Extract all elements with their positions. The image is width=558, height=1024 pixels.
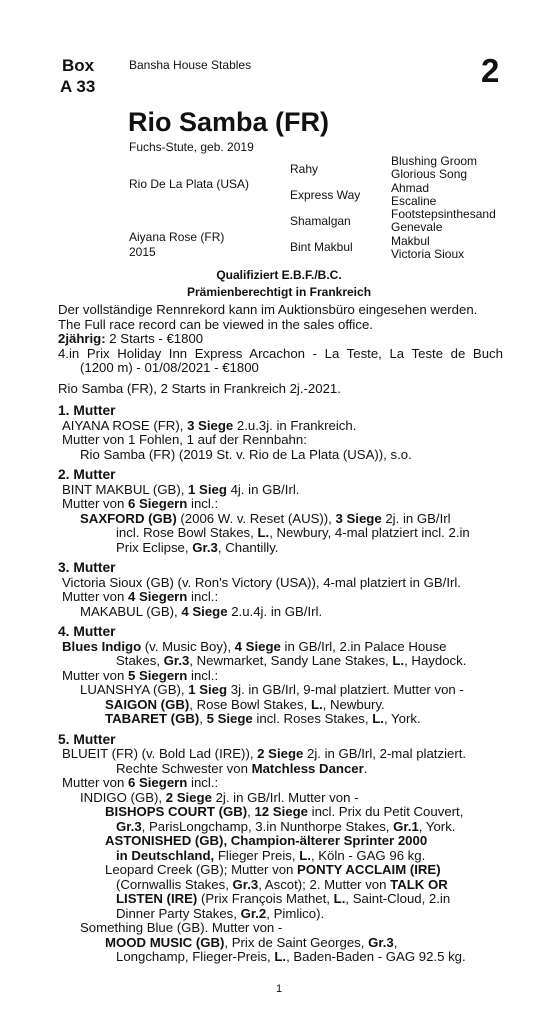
- record-notice-en: The Full race record can be viewed in the sales office.: [58, 316, 373, 332]
- two-year-old-record: [58, 332, 503, 347]
- leopard-text: , Pimlico).: [266, 905, 325, 921]
- dam1-wins: 3 Siege: [187, 417, 234, 433]
- leopard-line2: [58, 878, 503, 893]
- group-mark: Gr.1: [393, 818, 419, 834]
- saxford-name: SAXFORD (GB): [80, 510, 177, 526]
- tabaret-text: incl. Roses Stakes,: [252, 711, 373, 726]
- listed-mark: L.: [274, 949, 287, 964]
- box-label: [60, 55, 95, 97]
- dam2-produce-post: incl.:: [187, 496, 219, 511]
- makabul-wins: 4 Siege: [181, 603, 228, 619]
- saxford-text: Prix Eclipse,: [116, 539, 193, 555]
- indigo-wins: 2 Siege: [165, 789, 212, 805]
- dam2-produce-pre: Mutter von: [62, 496, 128, 511]
- dam2-produce: [58, 497, 503, 512]
- luanshya-wins: 1 Sieg: [188, 682, 228, 697]
- pedigree-grandparent: Express Way: [290, 188, 361, 202]
- blues-text: in GB/Irl, 2.in Palace House: [280, 638, 447, 654]
- luanshya-line: [58, 683, 503, 698]
- dam2-heading: 2. Mutter: [58, 467, 116, 482]
- two-yo-race-detail: (1200 m) - 01/08/2021 - €1800: [80, 360, 259, 375]
- dam1-foal: Rio Samba (FR) (2019 St. v. Rio de La Plata (USA)), s.o.: [80, 446, 412, 462]
- pedigree-great-grandparent: Genevale: [391, 220, 443, 234]
- tabaret-text: ,: [199, 711, 207, 726]
- blueit-text: BLUEIT (FR) (v. Bold Lad (IRE)),: [62, 746, 258, 761]
- saxford-wins: 3 Siege: [335, 510, 382, 526]
- blues-line2: [58, 654, 503, 669]
- dam3-produce: [58, 590, 503, 605]
- dam5-produce: [58, 776, 503, 791]
- leopard-line: [58, 863, 503, 878]
- blues-text: (v. Music Boy),: [141, 638, 235, 654]
- indigo-text: 2j. in GB/Irl. Mutter von -: [211, 789, 359, 805]
- dam4-produce-count: 5 Siegern: [127, 667, 188, 683]
- leopard-line4: [58, 907, 503, 922]
- mood-music-text: ,: [393, 934, 398, 950]
- catalogue-body: [58, 303, 503, 965]
- pedigree-sire: Rio De La Plata (USA): [129, 177, 250, 191]
- dam5-heading: 5. Mutter: [58, 731, 116, 747]
- saigon-text: , Rose Bowl Stakes,: [189, 696, 311, 712]
- pedigree-dam: Aiyana Rose (FR): [129, 230, 225, 244]
- bishops-name: BISHOPS COURT (GB): [105, 804, 248, 819]
- astonished-title: in Deutschland,: [116, 847, 215, 863]
- blues-text: , Newmarket, Sandy Lane Stakes,: [189, 653, 393, 668]
- saxford-line: [58, 512, 503, 527]
- tabaret-wins: 5 Siege: [206, 711, 253, 726]
- mood-music-text: , Prix de Saint Georges,: [224, 934, 369, 950]
- indigo-line: [58, 791, 503, 806]
- blues-name: Blues Indigo: [62, 638, 142, 654]
- dam2-line: [58, 483, 503, 498]
- bishops-text: incl. Prix du Petit Couvert,: [308, 804, 464, 819]
- group-mark: Gr.2: [240, 905, 267, 921]
- summary: Rio Samba (FR), 2 Starts in Frankreich 2j.-2021.: [58, 380, 341, 396]
- dam3-produce-count: 4 Siegern: [127, 589, 188, 604]
- qualification-ebf: Qualifiziert E.B.F./B.C.: [216, 268, 342, 282]
- something-blue-line: Something Blue (GB). Mutter von -: [80, 920, 283, 935]
- luanshya-text: 3j. in GB/Irl, 9-mal platziert. Mutter von -: [227, 682, 464, 697]
- sister-name: Matchless Dancer: [251, 760, 364, 776]
- tabaret-line: [58, 712, 503, 727]
- saigon-name: SAIGON (GB): [105, 696, 190, 712]
- pedigree-dam-year: 2015: [129, 245, 156, 259]
- pedigree-great-grandparent: Ahmad: [391, 181, 430, 195]
- dam4-heading: 4. Mutter: [58, 624, 116, 639]
- talk-or-listen-name: TALK OR: [390, 876, 448, 892]
- saxford-text: , Chantilly.: [217, 539, 279, 555]
- pedigree-grandparent: Shamalgan: [290, 214, 351, 228]
- horse-description: Fuchs-Stute, geb. 2019: [129, 140, 254, 154]
- saxford-line3: [58, 541, 503, 556]
- pedigree-grandparent: Bint Makbul: [290, 240, 353, 254]
- sister-text: .: [363, 760, 368, 776]
- dam2-wins: 1 Sieg: [188, 481, 227, 497]
- group-mark: Gr.3: [116, 818, 142, 834]
- listed-mark: L.: [372, 711, 384, 726]
- leopard-text: , Ascot); 2. Mutter von: [258, 876, 391, 892]
- blues-text: , Haydock.: [404, 653, 467, 668]
- mood-music-line: [58, 936, 503, 951]
- saigon-line: [58, 698, 503, 713]
- dam3-heading: 3. Mutter: [58, 560, 116, 575]
- qualification-premium: Prämienberechtigt in Frankreich: [186, 285, 372, 299]
- pedigree-great-grandparent: Escaline: [391, 194, 437, 208]
- box-text: Box: [62, 56, 95, 75]
- talk-or-listen-name: LISTEN (IRE): [116, 891, 198, 906]
- blueit-wins: 2 Siege: [257, 746, 304, 761]
- leopard-text: Leopard Creek (GB); Mutter von: [105, 862, 298, 877]
- blues-wins: 4 Siege: [234, 638, 281, 654]
- lot-number: 2: [481, 52, 500, 89]
- indigo-text: INDIGO (GB),: [80, 789, 166, 805]
- dam1-produce: Mutter von 1 Fohlen, 1 auf der Rennbahn:: [62, 432, 307, 447]
- astonished-line2: [58, 849, 503, 864]
- leopard-text: (Prix François Mathet,: [197, 891, 334, 906]
- makabul-line: [58, 605, 503, 620]
- bishops-wins: 12 Siege: [254, 804, 308, 819]
- dam3-line: Victoria Sioux (GB) (v. Ron's Victory (USA)), 4-mal platziert in GB/Irl.: [62, 574, 461, 590]
- dam1-name: AIYANA ROSE (FR),: [62, 417, 184, 433]
- horse-name: Rio Samba (FR): [128, 107, 330, 137]
- tabaret-text: , York.: [383, 711, 421, 726]
- page-number: 1: [275, 983, 283, 995]
- mood-music-text: Longchamp, Flieger-Preis,: [116, 949, 275, 964]
- blueit-text: 2j. in GB/Irl, 2-mal platziert.: [303, 746, 467, 761]
- luanshya-text: LUANSHYA (GB),: [80, 682, 189, 697]
- bishops-text: , York.: [418, 818, 456, 834]
- blues-line: [58, 640, 503, 655]
- listed-mark: L.: [299, 847, 311, 863]
- two-yo-label: 2jährig:: [58, 331, 106, 346]
- bishops-text: ,: [247, 804, 255, 819]
- dam2-name: BINT MAKBUL (GB),: [62, 481, 185, 497]
- ponty-name: PONTY ACCLAIM (IRE): [297, 862, 441, 877]
- saxford-line2: [58, 526, 503, 541]
- listed-mark: L.: [392, 653, 405, 668]
- group-mark: Gr.3: [192, 539, 218, 555]
- dam2-wins-text: 4j. in GB/Irl.: [226, 481, 300, 497]
- two-yo-starts: 2 Starts - €1800: [105, 331, 204, 346]
- listed-mark: L.: [310, 696, 323, 712]
- bishops-text: , ParisLongchamp, 3.in Nunthorpe Stakes,: [141, 818, 394, 834]
- listed-mark: L.: [333, 891, 346, 906]
- astonished-line: ASTONISHED (GB), Champion-älterer Sprinter 2000: [105, 833, 428, 848]
- dam1-heading: 1. Mutter: [58, 403, 116, 418]
- leopard-line3: [58, 892, 503, 907]
- dam5-produce-count: 6 Siegern: [127, 775, 188, 790]
- two-yo-race: 4.in Prix Holiday Inn Express Arcachon - La Teste, La Teste de Buch: [58, 345, 503, 361]
- pedigree-grandparent: Rahy: [290, 162, 319, 176]
- leopard-text: Dinner Party Stakes,: [116, 905, 241, 921]
- record-notice-de: Der vollständige Rennrekord kann im Auktionsbüro eingesehen werden.: [58, 302, 478, 317]
- leopard-text: , Saint-Cloud, 2.in: [345, 891, 451, 906]
- astonished-text: Flieger Preis,: [214, 847, 300, 863]
- mood-music-text: , Baden-Baden - GAG 92.5 kg.: [286, 949, 466, 964]
- stable-name: Bansha House Stables: [129, 58, 252, 72]
- group-mark: Gr.3: [368, 934, 394, 950]
- mood-music-line2: [58, 950, 503, 965]
- bishops-line2: [58, 820, 503, 835]
- blues-text: Stakes,: [116, 653, 164, 668]
- tabaret-name: TABARET (GB): [105, 711, 200, 726]
- pedigree-great-grandparent: Makbul: [391, 234, 430, 248]
- box-number: A 33: [60, 77, 96, 96]
- dam4-produce-pre: Mutter von: [62, 667, 128, 683]
- dam1-line: [58, 419, 503, 434]
- saxford-text: (2006 W. v. Reset (AUS)),: [176, 510, 336, 526]
- dam5-produce-post: incl.:: [187, 775, 219, 790]
- bishops-line: [58, 805, 503, 820]
- saigon-text: , Newbury.: [322, 696, 385, 712]
- mood-music-name: MOOD MUSIC (GB): [105, 934, 225, 950]
- dam1-wins-text: 2.u.3j. in Frankreich.: [233, 417, 357, 433]
- astonished-text: , Köln - GAG 96 kg.: [310, 847, 426, 863]
- pedigree-great-grandparent: Blushing Groom: [391, 154, 478, 168]
- saxford-text: , Newbury, 4-mal platziert incl. 2.in: [269, 525, 470, 540]
- dam4-produce-post: incl.:: [187, 667, 219, 683]
- saxford-text: 2j. in GB/Irl: [381, 510, 451, 526]
- dam2-produce-count: 6 Siegern: [127, 496, 188, 511]
- makabul-name: MAKABUL (GB),: [80, 603, 182, 619]
- blueit-line: [58, 747, 503, 762]
- dam5-produce-pre: Mutter von: [62, 775, 128, 790]
- blueit-sister: [58, 762, 503, 777]
- group-mark: Gr.3: [232, 876, 259, 892]
- group-mark: Gr.3: [163, 653, 190, 668]
- listed-mark: L.: [257, 525, 270, 540]
- sister-text: Rechte Schwester von: [116, 760, 252, 776]
- pedigree-great-grandparent: Footstepsinthesand: [391, 207, 496, 221]
- pedigree-great-grandparent: Victoria Sioux: [391, 247, 465, 261]
- saxford-text: incl. Rose Bowl Stakes,: [116, 525, 258, 540]
- dam3-produce-pre: Mutter von: [62, 589, 128, 604]
- makabul-text: 2.u.4j. in GB/Irl.: [227, 603, 323, 619]
- pedigree-great-grandparent: Glorious Song: [391, 167, 468, 181]
- dam3-produce-post: incl.:: [187, 589, 219, 604]
- leopard-text: (Cornwallis Stakes,: [116, 876, 233, 892]
- dam4-produce: [58, 669, 503, 684]
